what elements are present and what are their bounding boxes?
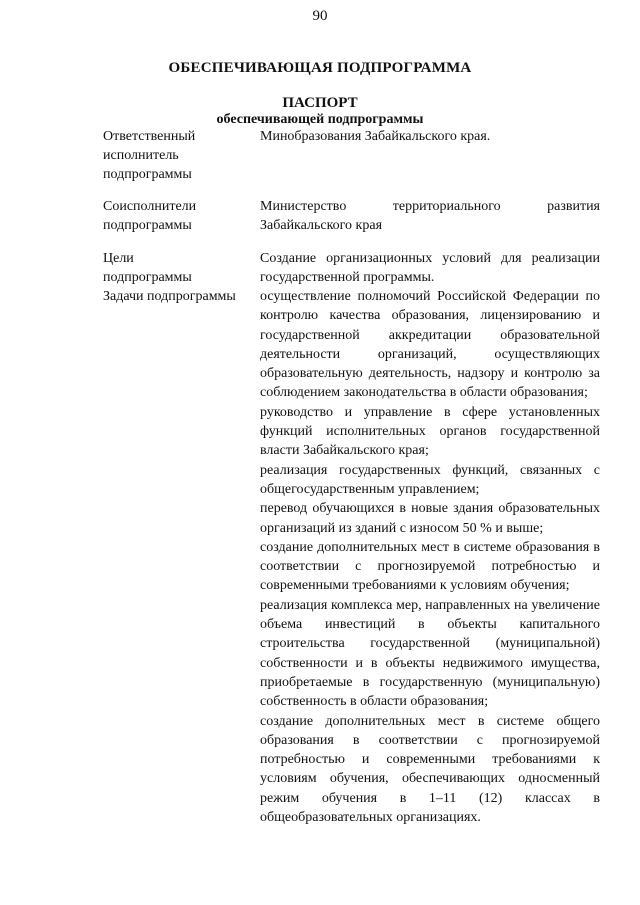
tasks-list — [260, 287, 600, 827]
row-tasks — [103, 287, 600, 857]
label-line: Ответственный — [103, 129, 196, 144]
task-item: создание дополнительных мест в системе общего образования в соответствии с прогнозируемой потребностью и современными требованиями к условиям обучения, обеспечивающих односменный режим обучения в 1–11 (12) классах в общеобразовательных организациях. — [260, 713, 600, 826]
task-item: перевод обучающихся в новые здания образовательных организаций из зданий с износом 50 % и выше; — [260, 501, 600, 536]
passport-subtitle: обеспечивающей подпрограммы — [216, 112, 424, 127]
responsible-executor-label — [103, 127, 253, 184]
task-item: руководство и управление в сфере установленных функций исполнительных органов государственной власти Забайкальского края; — [260, 404, 600, 459]
label-line: подпрограммы — [103, 270, 192, 285]
passport-title: ПАСПОРТ — [282, 95, 358, 111]
label-line: подпрограммы — [103, 218, 192, 233]
label-line: исполнитель — [103, 148, 179, 163]
subprogram-title: ОБЕСПЕЧИВАЮЩАЯ ПОДПРОГРАММА — [168, 60, 472, 76]
row-goals — [103, 249, 600, 289]
label-line: Соисполнители — [103, 199, 197, 214]
task-item: осуществление полномочий Российской Федерации по контролю качества образования, лицензированию и государственной аккредитации образовательной деятельности организаций, осуществляющих образовательную деятельность, надзору и контролю за соблюдением законодательства в области образования; — [260, 289, 600, 401]
goals-value: Создание организационных условий для реализации государственной программы. — [260, 251, 600, 286]
row-coexecutors — [103, 197, 600, 237]
page-number: 90 — [312, 8, 328, 24]
label-line: Цели — [103, 251, 134, 266]
responsible-executor-value: Минобразования Забайкальского края. — [260, 129, 491, 144]
task-item: реализация комплекса мер, направленных на увеличение объема инвестиций в объекты капитального строительства государственной (муниципальной) собственности и в объекты недвижимого имущества, приобретаемые в государственную (муниципальную) собственность в области образования; — [260, 597, 600, 710]
task-item: реализация государственных функций, связанных с общегосударственным управлением; — [260, 462, 600, 497]
coexecutors-value: Министерство территориального развития Забайкальского края — [260, 199, 600, 234]
task-item: создание дополнительных мест в системе образования в соответствии с прогнозируемой потребностью и современными требованиями к условиям обучения; — [260, 539, 600, 594]
goals-label — [103, 249, 253, 287]
tasks-label: Задачи подпрограммы — [103, 289, 236, 304]
coexecutors-label — [103, 197, 253, 235]
row-responsible-executor — [103, 127, 600, 187]
label-line: подпрограммы — [103, 167, 192, 182]
